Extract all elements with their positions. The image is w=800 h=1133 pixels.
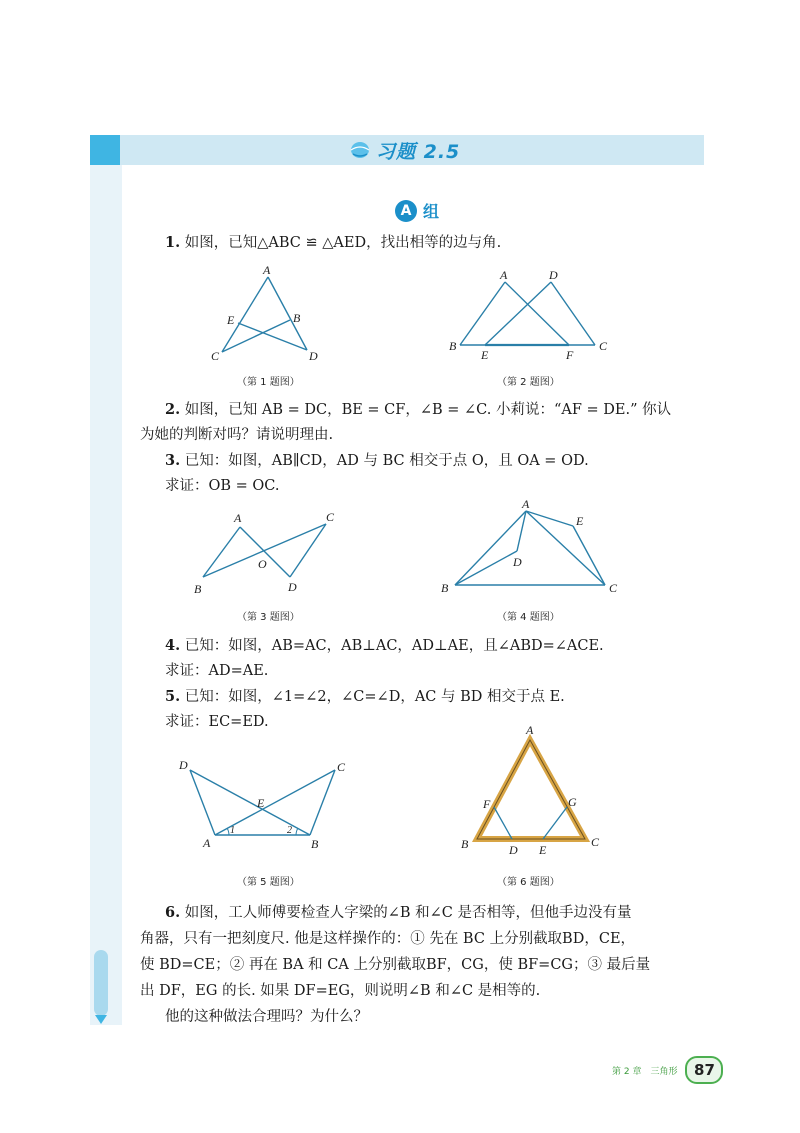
segment-de — [485, 282, 551, 345]
label-d: D — [309, 349, 318, 363]
problem-5 — [165, 687, 565, 707]
angle-2-label: 2 — [287, 825, 292, 836]
figure-4-caption: （第 4 题图） — [497, 612, 560, 623]
page-footer — [612, 1056, 723, 1084]
label-b: B — [293, 311, 301, 325]
segment-af — [505, 282, 569, 345]
segment-eg — [543, 807, 567, 839]
label-e: E — [227, 313, 235, 327]
down-arrow-icon — [95, 1015, 107, 1024]
figure-6 — [455, 722, 610, 862]
segment-ab — [455, 511, 526, 585]
label-e: E — [539, 843, 547, 857]
beam-frame — [477, 740, 585, 839]
label-a: A — [500, 268, 508, 282]
figure-3 — [190, 507, 350, 602]
figure-2-caption: （第 2 题图） — [497, 377, 560, 388]
figure-3-caption: （第 3 题图） — [237, 612, 300, 623]
label-o: O — [258, 557, 267, 571]
label-a: A — [522, 497, 530, 511]
label-b: B — [461, 837, 469, 851]
segment-ce — [573, 526, 605, 585]
group-label: 组 — [423, 202, 440, 221]
label-b: B — [441, 581, 449, 595]
segment-bd — [190, 770, 310, 835]
figure-1-caption: （第 1 题图） — [237, 377, 300, 388]
problem-number: 6. — [165, 904, 181, 921]
figure-5-caption: （第 5 题图） — [237, 877, 300, 888]
label-e: E — [576, 514, 584, 528]
label-b: B — [449, 339, 457, 353]
page-number: 87 — [685, 1056, 723, 1084]
figure-2 — [445, 262, 615, 372]
problem-6-question: 他的这种做法合理吗？为什么？ — [165, 1009, 368, 1025]
problem-6-line-4: 出 DF，EG 的长. 如果 DF=EG，则说明∠B 和∠C 是相等的. — [140, 983, 541, 999]
label-f: F — [566, 348, 574, 362]
segment-bd — [455, 551, 517, 585]
problem-6-line-3: 使 BD=CE；② 再在 BA 和 CA 上分别截取BF，CG，使 BF=CG；③ 最后量 — [140, 957, 651, 973]
angle-1-arc — [227, 828, 229, 835]
problem-text: 如图，工人师傅要检查人字梁的∠B 和∠C 是否相等，但他手边没有量 — [184, 905, 632, 921]
label-c: C — [337, 760, 346, 774]
label-a: A — [263, 263, 271, 277]
beam-outline — [477, 740, 585, 839]
problem-3-proof: 求证：OB = OC. — [165, 478, 280, 494]
figure-6-caption: （第 6 题图） — [497, 877, 560, 888]
label-b: B — [311, 837, 319, 851]
segment-ed — [238, 323, 307, 350]
problem-6 — [165, 903, 632, 923]
problem-5-proof: 求证：EC=ED. — [165, 714, 269, 730]
figure-4 — [435, 496, 625, 601]
problem-1 — [165, 233, 501, 253]
segment-ad — [517, 511, 526, 551]
label-d: D — [549, 268, 558, 282]
problem-4 — [165, 636, 604, 656]
left-margin-strip — [90, 135, 122, 1025]
segment-dc — [551, 282, 595, 345]
segment-ad — [268, 277, 307, 350]
figure-5 — [175, 755, 360, 855]
globe-icon — [350, 141, 370, 159]
segment-ad — [190, 770, 215, 835]
label-c: C — [591, 835, 600, 849]
problem-text: 已知：如图，AB=AC，AB⊥AC，AD⊥AE，且∠ABD=∠ACE. — [184, 638, 604, 654]
problem-3 — [165, 451, 589, 471]
label-c: C — [211, 349, 220, 363]
problem-number: 3. — [165, 452, 181, 469]
problem-2-line-2: 为她的判断对吗？请说明理由. — [140, 427, 334, 443]
group-badge: A — [395, 200, 417, 222]
angle-1-label: 1 — [230, 825, 235, 836]
label-b: B — [194, 582, 202, 596]
problem-text: 已知：如图，∠1=∠2，∠C=∠D，AC 与 BD 相交于点 E. — [184, 689, 565, 705]
label-a: A — [234, 511, 242, 525]
label-c: C — [599, 339, 608, 353]
group-heading — [395, 199, 439, 222]
label-d: D — [179, 758, 188, 772]
problem-number: 2. — [165, 401, 181, 418]
segment-ac — [526, 511, 605, 585]
chapter-label: 第 2 章 三角形 — [612, 1066, 678, 1077]
problem-2 — [165, 400, 671, 420]
label-e: E — [481, 348, 489, 362]
problem-text: 如图，已知△ABC ≌ △AED，找出相等的边与角. — [184, 235, 502, 251]
label-a: A — [203, 836, 211, 850]
segment-df — [494, 807, 512, 839]
label-d: D — [288, 580, 297, 594]
problem-6-line-2: 角器，只有一把刻度尺. 他是这样操作的：① 先在 BC 上分别截取BD，CE， — [140, 931, 636, 947]
label-e: E — [257, 796, 265, 810]
label-d: D — [509, 843, 518, 857]
banner-corner-block — [90, 135, 120, 165]
label-d: D — [513, 555, 522, 569]
segment-ab — [460, 282, 505, 345]
label-f: F — [483, 797, 491, 811]
angle-2-arc — [296, 828, 298, 835]
problem-number: 1. — [165, 234, 181, 251]
section-title-group — [350, 137, 460, 163]
label-a: A — [526, 723, 534, 737]
problem-4-proof: 求证：AD=AE. — [165, 663, 269, 679]
problem-number: 5. — [165, 688, 181, 705]
figure-1 — [205, 262, 335, 372]
side-scroll-bar — [94, 950, 108, 1016]
label-c: C — [326, 510, 335, 524]
problem-text: 如图，已知 AB = DC，BE = CF，∠B = ∠C. 小莉说：“AF = DE.” 你认 — [184, 402, 672, 418]
section-title: 习题 2.5 — [376, 140, 461, 163]
problem-text: 已知：如图，AB∥CD，AD 与 BC 相交于点 O，且 OA = OD. — [184, 453, 589, 469]
segment-bc — [310, 770, 335, 835]
label-c: C — [609, 581, 618, 595]
problem-number: 4. — [165, 637, 181, 654]
label-g: G — [568, 795, 577, 809]
